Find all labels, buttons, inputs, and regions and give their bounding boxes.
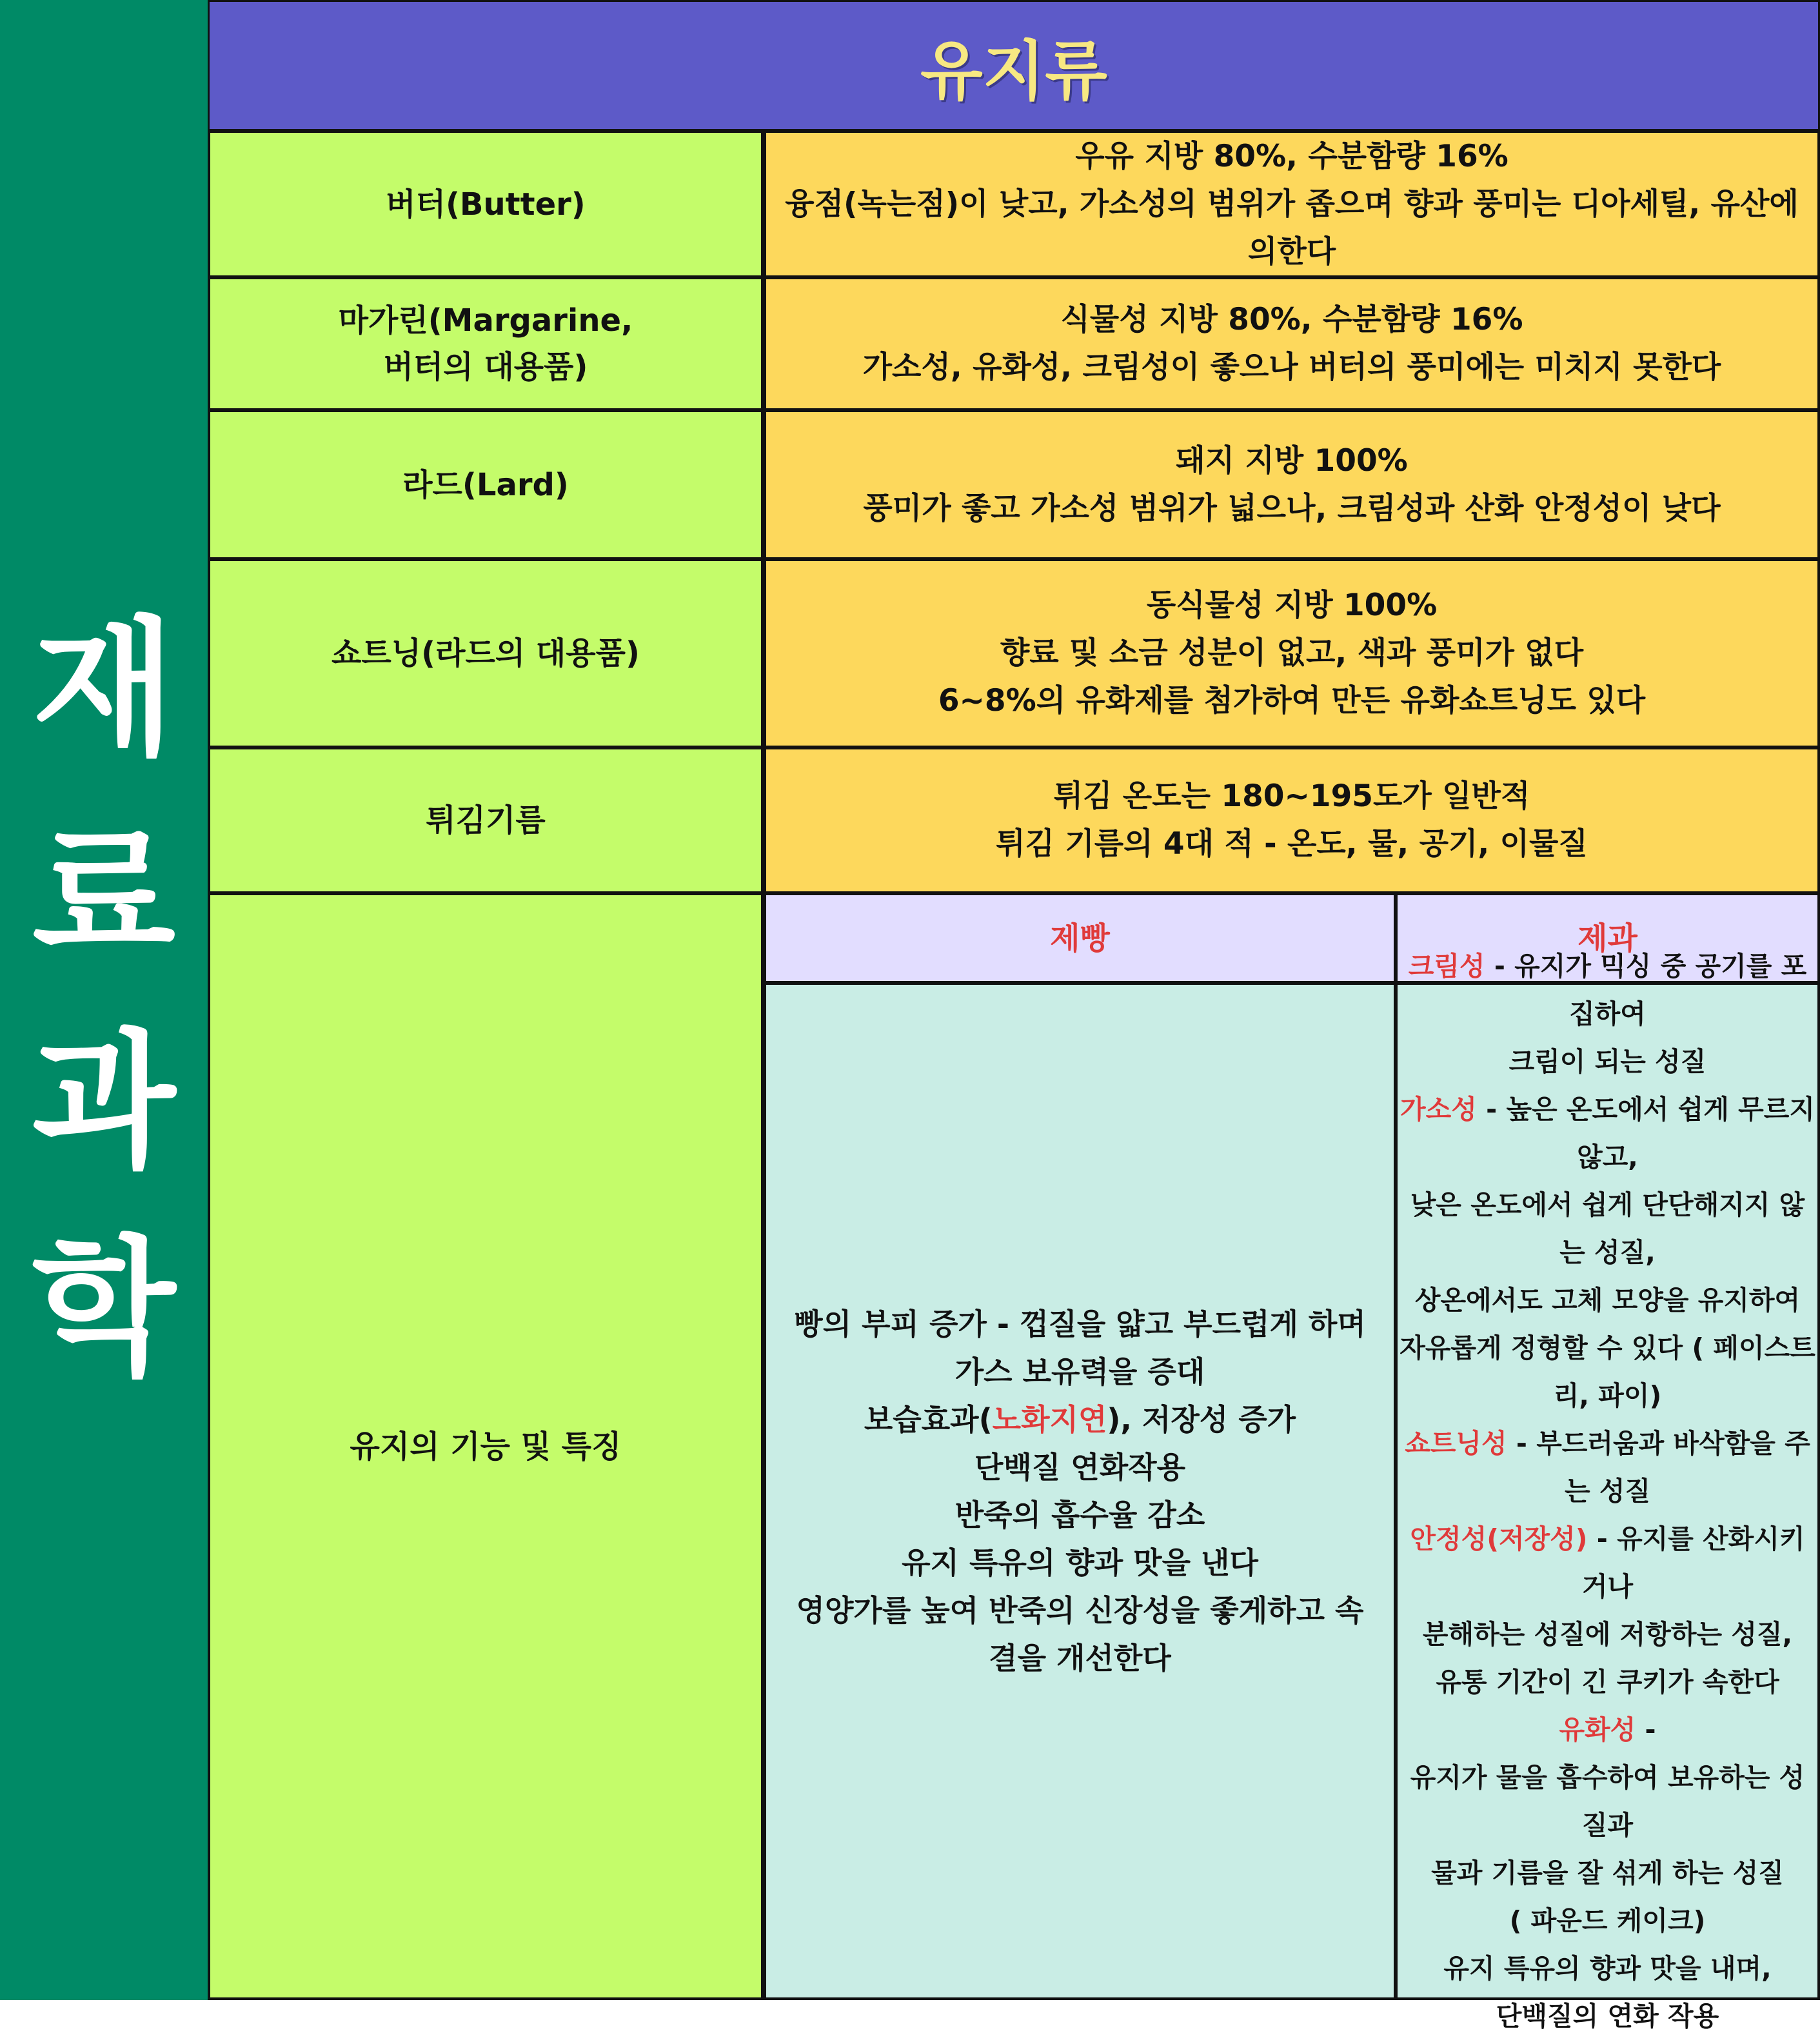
confection-term: 유화성 — [1559, 1714, 1636, 1745]
row-label-text: 쇼트닝(라드의 대용품) — [331, 635, 640, 671]
bread-line: 반죽의 흡수율 감소 — [955, 1498, 1205, 1532]
bread-line: 단백질 연화작용 — [974, 1450, 1186, 1485]
confection-line: 분해하는 성질에 저항하는 성질, — [1422, 1619, 1793, 1650]
confection-text: - 유지를 산화시키거나 — [1581, 1523, 1805, 1602]
confection-item-title — [1398, 942, 1817, 1038]
row-desc-lard — [766, 412, 1817, 557]
bread-line: 가스 보유력을 증대 — [955, 1354, 1205, 1389]
row-desc-butter — [766, 133, 1817, 275]
confection-term: 크림성 — [1408, 951, 1485, 982]
confection-line: 유지 특유의 향과 맛을 내며, — [1443, 1953, 1772, 1984]
desc-line: 가소성, 유화성, 크림성이 좋으나 버터의 풍미에는 미치지 못한다 — [862, 350, 1721, 385]
row-label-shortening — [210, 561, 761, 746]
bread-line: 빵의 부피 증가 - 껍질을 얇고 부드럽게 하며 — [794, 1307, 1366, 1342]
desc-line: 우유 지방 80%, 수분함량 16% — [1075, 138, 1508, 174]
sidebar — [0, 0, 208, 2000]
desc-line: 동식물성 지방 100% — [1146, 588, 1438, 623]
sidebar-title-char: 학 — [32, 1223, 176, 1395]
desc-line: 돼지 지방 100% — [1176, 442, 1408, 479]
sidebar-title-char: 과 — [32, 1016, 176, 1189]
confection-term: 안정성(저장성) — [1410, 1523, 1588, 1554]
confection-item-title — [1559, 1706, 1656, 1754]
row-desc-margarine — [766, 279, 1817, 408]
confection-item-title — [1398, 1515, 1817, 1610]
confection-function-body — [1398, 951, 1817, 2032]
confection-term: 가소성 — [1400, 1094, 1477, 1125]
row-label-text: 라드(Lard) — [402, 466, 569, 503]
confection-line: 낮은 온도에서 쉽게 단단해지지 않는 성질, — [1410, 1189, 1805, 1268]
confection-item-title — [1398, 1085, 1817, 1181]
row-label-function — [210, 895, 761, 1997]
confection-line: ( 파운드 케이크) — [1509, 1905, 1706, 1936]
confection-line: 물과 기름을 잘 섞게 하는 성질 — [1431, 1857, 1784, 1888]
confection-line: 유통 기간이 긴 쿠키가 속한다 — [1436, 1667, 1779, 1698]
subheader-text: 제빵 — [1050, 920, 1110, 956]
bread-line: 결을 개선한다 — [989, 1641, 1171, 1676]
desc-line: 풍미가 좋고 가소성 범위가 넓으나, 크림성과 산화 안정성이 낮다 — [863, 490, 1721, 526]
row-label-text: 유지의 기능 및 특징 — [350, 1428, 622, 1465]
desc-line: 튀김 온도는 180~195도가 일반적 — [1053, 778, 1530, 814]
confection-line: 단백질의 연화 작용 — [1496, 2001, 1719, 2032]
sidebar-title-char: 료 — [32, 810, 176, 982]
desc-line: 튀김 기름의 4대 적 - 온도, 물, 공기, 이물질 — [996, 826, 1588, 862]
desc-line: 식물성 지방 80%, 수분함량 16% — [1060, 302, 1523, 337]
sidebar-title-char: 재 — [32, 604, 176, 776]
page-header — [208, 0, 1820, 129]
row-desc-shortening — [766, 561, 1817, 746]
content-table — [208, 129, 1820, 2032]
bread-function-body — [766, 985, 1394, 1997]
subheader-text: 제과 — [1578, 920, 1637, 956]
confection-line: 상온에서도 고체 모양을 유지하여 — [1414, 1285, 1801, 1316]
bread-line: 영양가를 높여 반죽의 신장성을 좋게하고 속 — [796, 1593, 1364, 1628]
confection-term: 쇼트닝성 — [1405, 1428, 1507, 1459]
confection-item-title — [1398, 1420, 1817, 1515]
page-title: 유지류 — [920, 33, 1107, 109]
confection-text: - 유지가 믹싱 중 공기를 포집하여 — [1485, 951, 1807, 1029]
confection-line: 유지가 물을 흡수하여 보유하는 성질과 — [1410, 1762, 1805, 1841]
confection-line: 자유롭게 정형할 수 있다 ( 페이스트리, 파이) — [1400, 1332, 1815, 1411]
row-label-butter — [210, 133, 761, 275]
bread-line: 유지 특유의 향과 맛을 낸다 — [902, 1545, 1258, 1580]
row-label-text: 튀김기름 — [426, 802, 546, 838]
bread-line — [864, 1396, 1296, 1443]
row-label-lard — [210, 412, 761, 557]
row-label-text: 마가린(Margarine, — [338, 302, 633, 339]
desc-line: 향료 및 소금 성분이 없고, 색과 풍미가 없다 — [1000, 635, 1584, 671]
confection-line: 크림이 되는 성질 — [1508, 1046, 1706, 1077]
subheader-bread — [766, 895, 1394, 981]
bread-line-highlight: 노화지연 — [992, 1402, 1107, 1437]
confection-text: - — [1636, 1714, 1656, 1745]
row-label-margarine — [210, 279, 761, 408]
row-label-text: 버터(Butter) — [386, 186, 586, 223]
confection-text: - 높은 온도에서 쉽게 무르지 않고, — [1476, 1094, 1815, 1173]
desc-line: 6~8%의 유화제를 첨가하여 만든 유화쇼트닝도 있다 — [938, 683, 1646, 718]
row-label-frying-oil — [210, 749, 761, 891]
confection-text: - 부드러움과 바삭함을 주는 성질 — [1507, 1428, 1810, 1507]
bread-line-text: ), 저장성 증가 — [1107, 1402, 1296, 1437]
row-desc-frying-oil — [766, 749, 1817, 891]
bread-line-text: 보습효과( — [864, 1402, 993, 1437]
desc-line: 융점(녹는점)이 낮고, 가소성의 범위가 좁으며 향과 풍미는 디아세틸, 유산에 의한다 — [785, 186, 1799, 270]
row-label-text: 버터의 대용품) — [383, 349, 588, 385]
